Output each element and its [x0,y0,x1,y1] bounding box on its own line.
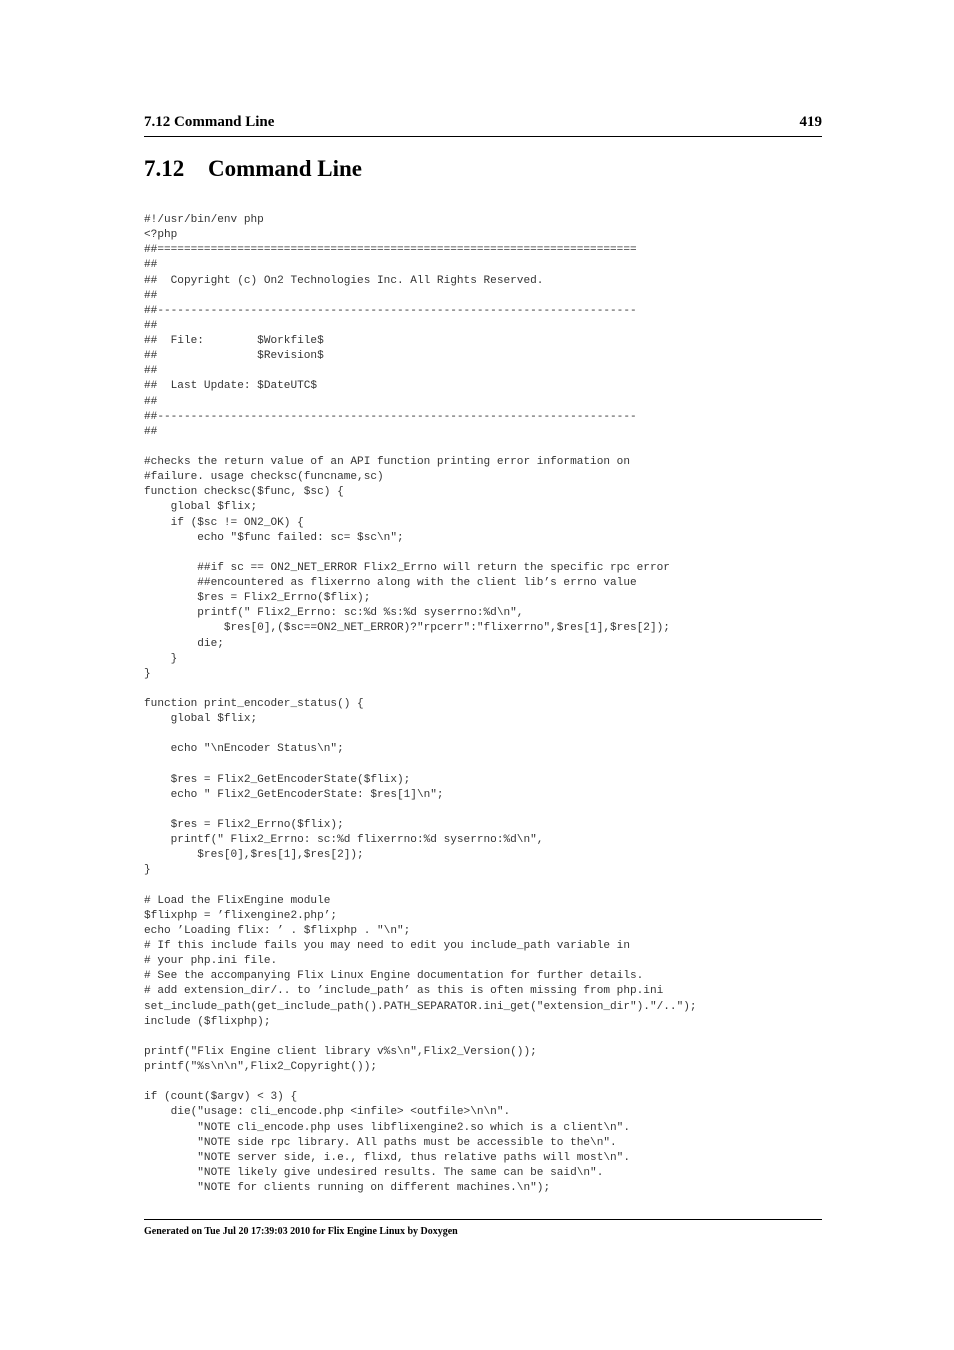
code-line [144,803,844,818]
code-line: "NOTE cli_encode.php uses libflixengine2.so which is a client\n". [144,1121,630,1134]
code-line: "NOTE for clients running on different machines.\n"); [144,1182,551,1194]
code-line: echo "\nEncoder Status\n"; [144,743,344,756]
header-section-title: 7.12 Command Line [144,114,275,130]
code-line [144,546,844,561]
code-line: ## [144,289,158,302]
code-line [144,440,844,455]
code-line: printf(" Flix2_Errno: sc:%d flixerrno:%d syserrno:%d\n", [144,834,544,847]
section-number: 7.12 [144,156,185,181]
code-line: ## [144,259,158,272]
code-line: ## Copyright (c) On2 Technologies Inc. All Rights Reserved. [144,274,544,287]
header-page-number: 419 [799,114,822,130]
code-line [144,727,844,742]
code-line: echo " Flix2_GetEncoderState: $res[1]\n"; [144,788,444,801]
code-line: if ($sc != ON2_OK) { [144,516,304,529]
code-line: die("usage: cli_encode.php <infile> <outfile>\n\n". [144,1106,511,1119]
code-line: ##------------------------------------------------------------------------ [144,304,637,317]
code-line: "NOTE side rpc library. All paths must be accessible to the\n". [144,1136,617,1149]
code-line: ## [144,365,158,378]
code-line: $res = Flix2_Errno($flix); [144,819,344,831]
running-header [144,114,822,137]
code-line [144,1075,844,1090]
code-line: # See the accompanying Flix Linux Engine documentation for further details. [144,970,644,983]
code-line: #failure. usage checksc(funcname,sc) [144,471,384,484]
code-line: ## [144,425,158,438]
code-line: function checksc($func, $sc) { [144,486,344,499]
code-line: # add extension_dir/.. to ’include_path’ as this is often missing from php.ini [144,985,664,998]
footer-generated-text: Generated on Tue Jul 20 17:39:03 2010 for Flix Engine Linux by Doxygen [144,1226,458,1237]
code-line: echo ’Loading flix: ’ . $flixphp . "\n"; [144,924,411,937]
code-line: $res[0],$res[1],$res[2]); [144,849,364,862]
code-line: function print_encoder_status() { [144,698,364,710]
code-line [144,1030,844,1045]
code-line: echo "$func failed: sc= $sc\n"; [144,531,404,544]
page-footer [144,1219,822,1237]
code-line: set_include_path(get_include_path().PATH_SEPARATOR.ini_get("extension_dir")."/.."); [144,1000,697,1013]
code-line: # Load the FlixEngine module [144,894,331,907]
code-line: printf("%s\n\n",Flix2_Copyright()); [144,1061,378,1073]
code-line: $flixphp = ’flixengine2.php’; [144,909,338,922]
code-line: printf("Flix Engine client library v%s\n",Flix2_Version()); [144,1045,537,1058]
code-line: ##encountered as flixerrno along with the client lib’s errno value [144,577,637,589]
code-line: $res = Flix2_Errno($flix); [144,592,371,605]
code-line: ## $Revision$ [144,350,324,363]
code-line [144,682,844,697]
code-line: # your php.ini file. [144,955,278,968]
code-line: global $flix; [144,713,258,726]
code-line: printf(" Flix2_Errno: sc:%d %s:%d syserrno:%d\n", [144,607,524,620]
code-line: <?php [144,229,178,242]
code-line: ##======================================================================== [144,244,637,257]
section-title: Command Line [208,156,362,181]
code-line [144,758,844,773]
code-line: die; [144,637,224,650]
code-line: $res[0],($sc==ON2_NET_ERROR)?"rpcerr":"flixerrno",$res[1],$res[2]); [144,622,670,635]
code-line: } [144,652,178,665]
section-heading [144,156,362,182]
code-line: #checks the return value of an API function printing error information on [144,456,630,468]
code-line: ## File: $Workfile$ [144,335,324,347]
code-line: global $flix; [144,501,258,514]
code-line: "NOTE server side, i.e., flixd, thus relative paths will most\n". [144,1151,630,1164]
code-line: "NOTE likely give undesired results. The same can be said\n". [144,1166,604,1179]
code-line: ## [144,319,158,332]
code-line: ##------------------------------------------------------------------------ [144,410,637,423]
code-line: $res = Flix2_GetEncoderState($flix); [144,773,411,786]
code-line: include ($flixphp); [144,1015,271,1028]
code-line: # If this include fails you may need to edit you include_path variable in [144,940,630,952]
code-listing [144,213,844,1213]
code-line [144,879,844,894]
code-line: ##if sc == ON2_NET_ERROR Flix2_Errno will return the specific rpc error [144,561,670,574]
code-line: #!/usr/bin/env php [144,214,264,226]
code-line: if (count($argv) < 3) { [144,1091,298,1104]
code-line: ## [144,395,158,408]
code-line: } [144,864,151,877]
code-line: } [144,667,151,680]
code-line: ## Last Update: $DateUTC$ [144,380,318,393]
